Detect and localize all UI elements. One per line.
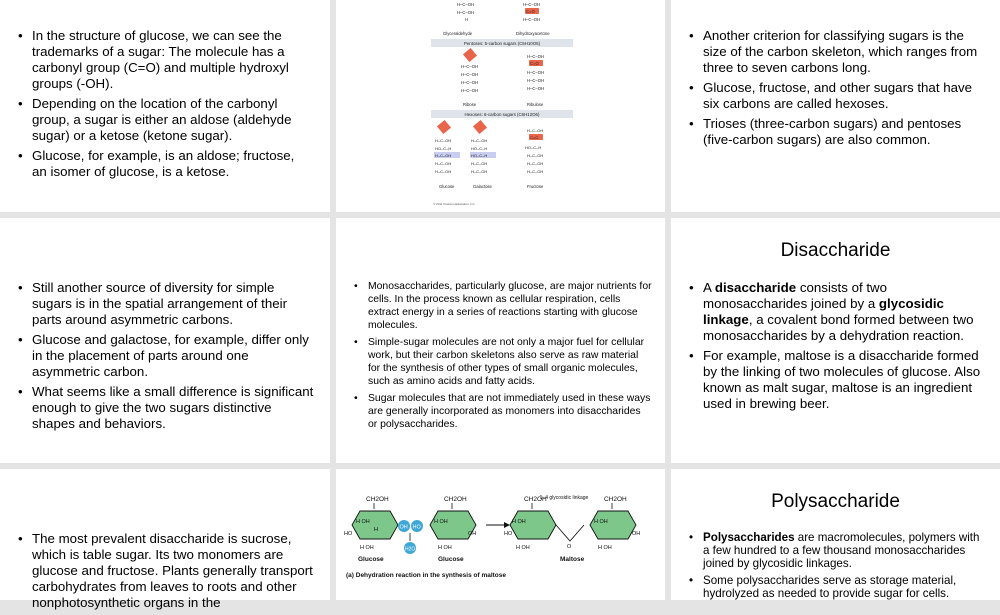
term-disaccharide: disaccharide	[714, 280, 797, 295]
svg-text:OH: OH	[468, 531, 477, 537]
bullet-item: • What seems like a small difference is significant enough to give the two sugars distinctive shapes and behaviors.	[18, 384, 316, 432]
slide-spatial-arrangement	[0, 218, 330, 463]
label-glucose-2: Glucose	[438, 556, 464, 563]
bullet-item: • Monosaccharides, particularly glucose, are major nutrients for cells. In the process known as cellular respiration, cells extract energy in a series of reactions starting with glucose molecules.	[354, 280, 652, 332]
svg-text:HO: HO	[412, 524, 421, 531]
slide-title: Disaccharide	[780, 240, 891, 261]
svg-text:H–C–OH: H–C–OH	[471, 138, 488, 143]
bullet-item: • Depending on the location of the carbonyl group, a sugar is either an aldose (aldehyde sugar) or a ketose (ketone sugar).	[18, 96, 308, 144]
svg-text:C=O: C=O	[530, 135, 539, 140]
bullet-list	[18, 531, 316, 615]
svg-text:H–C–OH: H–C–OH	[461, 80, 478, 85]
svg-text:HO: HO	[504, 531, 513, 537]
hexose-header: Hexoses: 6-carbon sugars (C6H12O6)	[464, 112, 540, 117]
label-fructose: Fructose	[527, 184, 544, 189]
label-dihydroxyacetone: Dihydroxyacetone	[516, 31, 550, 36]
svg-text:H–C–OH: H–C–OH	[461, 64, 478, 69]
bullet-item: • Sugar molecules that are not immediately used in these ways are generally incorporated as monomers into disaccharides or polysaccharides.	[354, 392, 652, 431]
bullet-item: • For example, maltose is a disaccharide formed by the linking of two molecules of glucose. Also known as malt sugar, maltose is an ingredient used in brewing beer.	[689, 348, 987, 412]
svg-text:HO–C–H: HO–C–H	[471, 153, 488, 158]
slide-disaccharide	[671, 218, 1000, 463]
svg-text:H–C–OH: H–C–OH	[527, 54, 544, 59]
label-galactose: Galactose	[473, 184, 492, 189]
bullet-item: • A disaccharide consists of two monosaccharides joined by a glycosidic linkage, a covalent bond formed between two monosaccharides by a dehydration reaction.	[689, 280, 987, 344]
svg-text:H OH: H OH	[434, 519, 448, 525]
slide-maltose-figure	[336, 469, 665, 600]
linkage-label: 1–4 glycosidic linkage	[539, 495, 589, 501]
svg-text:CH2OH: CH2OH	[444, 496, 467, 503]
svg-text:H–C–OH: H–C–OH	[527, 78, 544, 83]
slide-carbon-skeleton	[671, 0, 1000, 212]
slide-sugar-trademarks	[0, 0, 330, 212]
svg-text:H–C–OH: H–C–OH	[527, 161, 544, 166]
svg-text:H–C–OH: H–C–OH	[461, 72, 478, 77]
svg-text:H OH: H OH	[598, 545, 612, 551]
svg-text:H–C–OH: H–C–OH	[461, 88, 478, 93]
bullet-list	[689, 531, 989, 604]
svg-text:H–C–OH: H–C–OH	[435, 161, 452, 166]
svg-text:H–C–OH: H–C–OH	[457, 10, 474, 15]
svg-text:H OH: H OH	[512, 519, 526, 525]
svg-text:C=O: C=O	[526, 9, 535, 14]
svg-text:H–C–OH: H–C–OH	[523, 2, 540, 7]
svg-text:OH: OH	[399, 524, 408, 531]
svg-text:HO–C–H: HO–C–H	[471, 146, 488, 151]
svg-text:H–C–OH: H–C–OH	[527, 153, 544, 158]
figure-caption: (a) Dehydration reaction in the synthesis of maltose	[346, 572, 507, 579]
term-glycosidic-linkage: glycosidic linkage	[703, 296, 944, 327]
svg-text:H–C–OH: H–C–OH	[527, 128, 544, 133]
label-glucose: Glucose	[439, 184, 455, 189]
pentose-header: Pentoses: 5-carbon sugars (C5H10O5)	[463, 41, 541, 46]
bullet-item: • The most prevalent disaccharide is sucrose, which is table sugar. Its two monomers are glucose and fructose. Plants generally transport carbohydrates from leaves to roots and other nonphotosynthetic organs in the	[18, 531, 316, 611]
bullet-item: • In the structure of glucose, we can see the trademarks of a sugar: The molecule has a carbonyl group (C=O) and multiple hydroxyl groups (-OH).	[18, 28, 308, 92]
svg-text:OH: OH	[632, 531, 641, 537]
svg-text:HO–C–H: HO–C–H	[435, 146, 452, 151]
slide-title: Polysaccharide	[771, 491, 900, 512]
svg-text:C=O: C=O	[530, 61, 539, 66]
label-glucose-1: Glucose	[358, 556, 384, 563]
svg-text:H–C–OH: H–C–OH	[471, 169, 488, 174]
svg-text:O: O	[567, 544, 572, 550]
term-polysaccharides: Polysaccharides	[703, 531, 795, 544]
bullet-item: • Trioses (three-carbon sugars) and pentoses (five-carbon sugars) are also common.	[689, 116, 987, 148]
bullet-item: • Glucose and galactose, for example, differ only in the placement of parts around one asymmetric carbon.	[18, 332, 316, 380]
svg-text:H: H	[374, 527, 378, 533]
bullet-list	[18, 280, 316, 436]
svg-text:H OH: H OH	[438, 545, 452, 551]
label-maltose: Maltose	[560, 556, 585, 563]
svg-text:H–C–OH: H–C–OH	[457, 2, 474, 7]
bullet-list	[354, 280, 652, 435]
svg-text:H–C–OH: H–C–OH	[435, 169, 452, 174]
svg-text:CH2OH: CH2OH	[604, 496, 627, 503]
maltose-synthesis-diagram	[340, 493, 660, 593]
bullet-item: • Glucose, for example, is an aldose; fructose, an isomer of glucose, is a ketose.	[18, 148, 308, 180]
bullet-list	[689, 280, 987, 416]
slide-monosaccharide-nutrients	[336, 218, 665, 463]
svg-text:HO: HO	[344, 531, 353, 537]
bullet-list	[689, 28, 987, 152]
bullet-list	[18, 28, 308, 184]
bullet-item: • Simple-sugar molecules are not only a major fuel for cellular work, but their carbon skeletons also serve as raw material for the synthesis of other types of small organic molecules, such as amino acids and fatty acids.	[354, 336, 652, 388]
label-ribulose: Ribulose	[527, 102, 544, 107]
svg-text:H OH: H OH	[594, 519, 608, 525]
svg-text:CH2OH: CH2OH	[524, 496, 547, 503]
svg-text:H OH: H OH	[356, 519, 370, 525]
ch2oh-label: CH2OH	[366, 496, 389, 503]
svg-text:HO–C–H: HO–C–H	[525, 145, 542, 150]
svg-text:H–C–OH: H–C–OH	[527, 70, 544, 75]
slide-polysaccharide	[671, 469, 1000, 600]
svg-text:H–C–OH: H–C–OH	[435, 153, 452, 158]
sugar-structures-diagram	[431, 0, 573, 210]
svg-text:H OH: H OH	[360, 545, 374, 551]
svg-text:H OH: H OH	[516, 545, 530, 551]
bullet-item: • Still another source of diversity for simple sugars is in the spatial arrangement of their parts around asymmetric carbons.	[18, 280, 316, 328]
svg-text:H: H	[465, 17, 469, 22]
water-label: H2O	[405, 546, 416, 553]
svg-text:H–C–OH: H–C–OH	[527, 86, 544, 91]
svg-text:H–C–OH: H–C–OH	[435, 138, 452, 143]
bullet-item: • Polysaccharides are macromolecules, polymers with a few hundred to a few thousand monosaccharides joined by glycosidic linkages.	[689, 531, 989, 570]
slide-sucrose	[0, 469, 330, 610]
svg-text:H–C–OH: H–C–OH	[527, 169, 544, 174]
bullet-item: • Some polysaccharides serve as storage material, hydrolyzed as needed to provide sugar for cells.	[689, 574, 989, 600]
slide-sugar-structures-figure	[336, 0, 665, 212]
label-glyceraldehyde: Glyceraldehyde	[443, 31, 473, 36]
svg-text:H–C–OH: H–C–OH	[471, 161, 488, 166]
svg-text:H–C–OH: H–C–OH	[523, 17, 540, 22]
bullet-item: • Glucose, fructose, and other sugars that have six carbons are called hexoses.	[689, 80, 987, 112]
figure-copyright: © 2011 Pearson Education, Inc.	[433, 202, 476, 206]
label-ribose: Ribose	[463, 102, 477, 107]
bullet-item: • Another criterion for classifying sugars is the size of the carbon skeleton, which ranges from three to seven carbons long.	[689, 28, 987, 76]
